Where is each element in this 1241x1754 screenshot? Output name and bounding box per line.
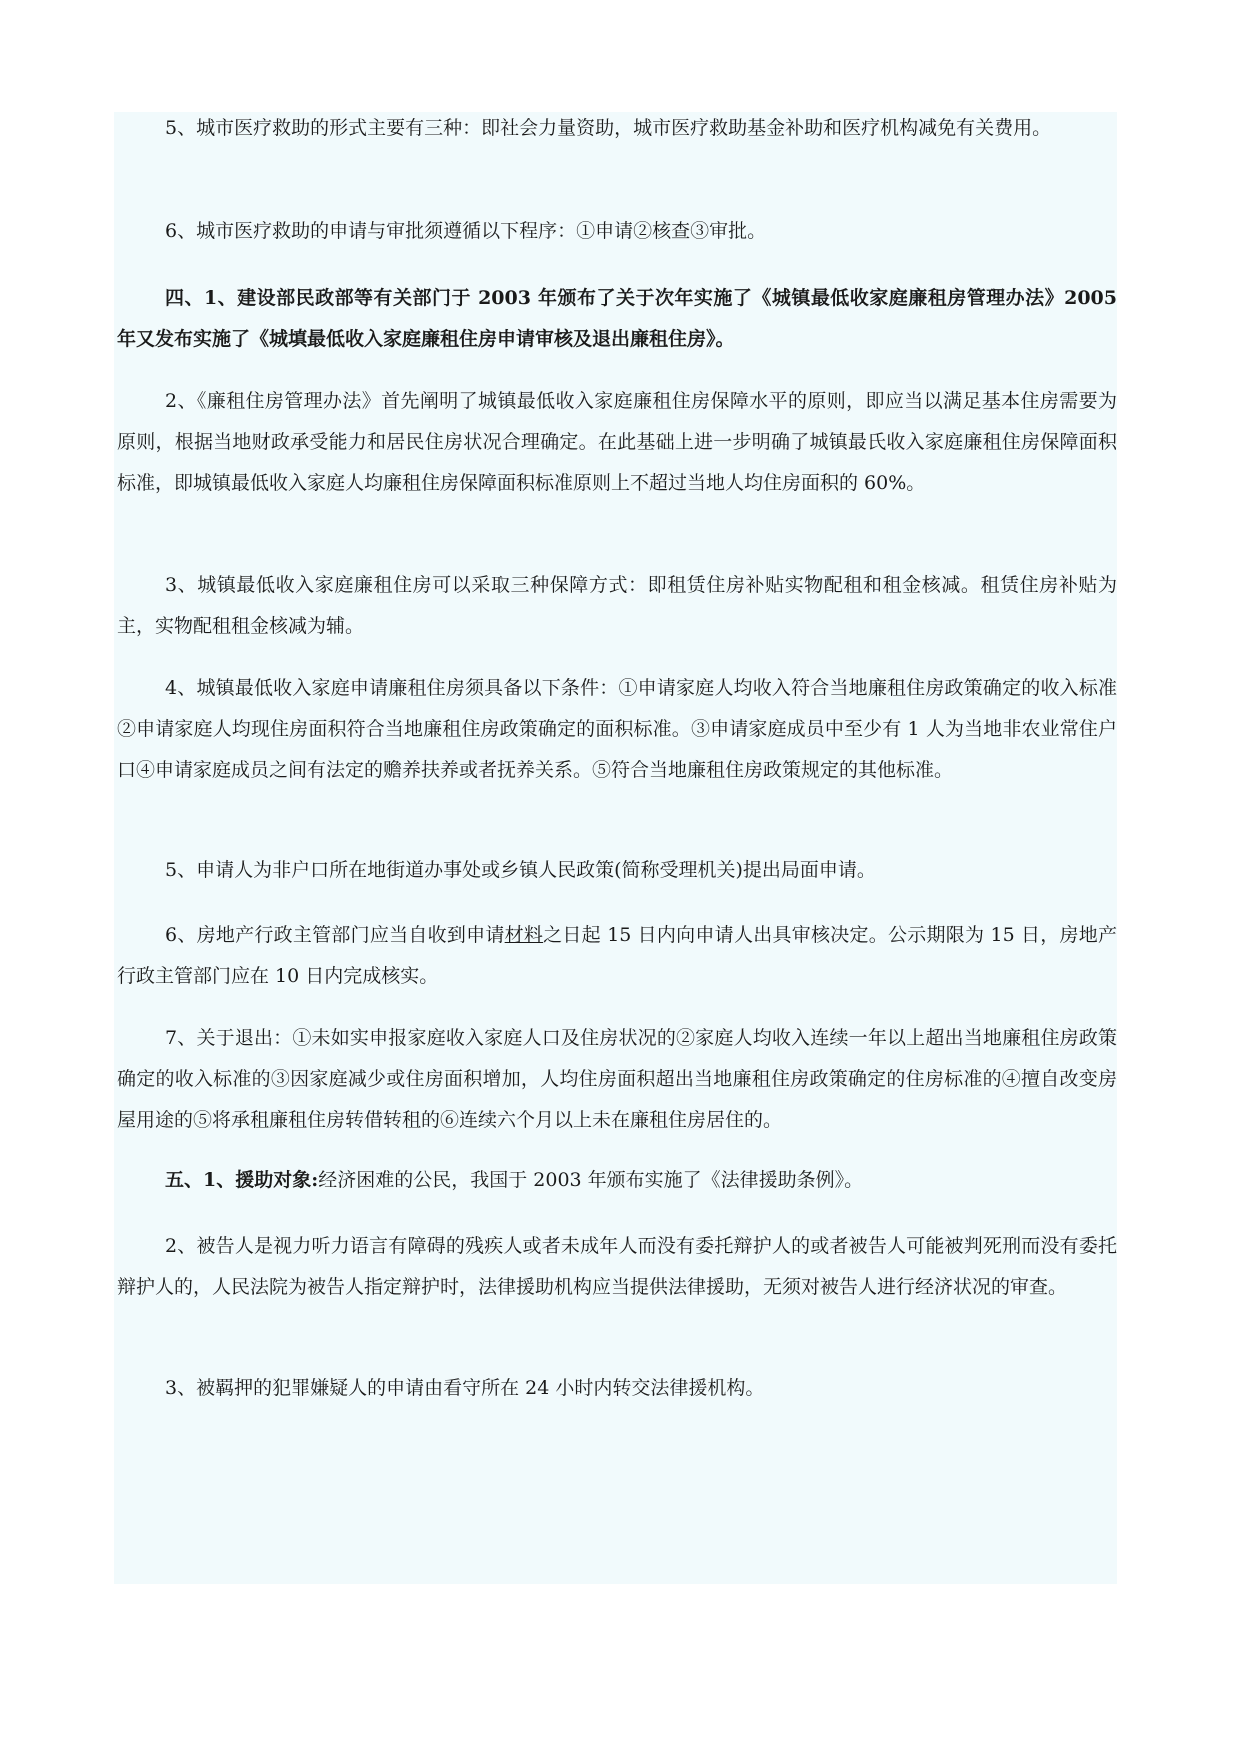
paragraph-medical-aid-procedure: 6、城市医疗救助的申请与审批须遵循以下程序：①申请②核查③审批。	[165, 220, 767, 242]
paragraph-housing-principles: 2、《廉租住房管理办法》首先阐明了城镇最低收入家庭廉租住房保障水平的原则，即应当以满足基本住房需要为原则，根据当地财政承受能力和居民住房状况合理确定。在此基础上进一步明确了城镇最氏收入家庭廉租住房保障面积标准，即城镇最低收入家庭人均廉租住房保障面积标准原则上不超过当地人均住房面积的 60%。	[117, 390, 1117, 494]
paragraph-detainee-application: 3、被羁押的犯罪嫌疑人的申请由看守所在 24 小时内转交法律援机构。	[165, 1377, 765, 1399]
paragraph-housing-methods: 3、城镇最低收入家庭廉租住房可以采取三种保障方式：即租赁住房补贴实物配租和租金核减。租赁住房补贴为主，实物配租租金核减为辅。	[117, 574, 1117, 637]
materials-link[interactable]: 材料	[504, 924, 544, 946]
aid-recipients-label: 五、1、援助对象:	[165, 1169, 319, 1191]
paragraph-medical-aid-forms: 5、城市医疗救助的形式主要有三种：即社会力量资助，城市医疗救助基金补助和医疗机构减免有关费用。	[165, 117, 1052, 139]
paragraph-withdrawal-conditions: 7、关于退出：①未如实申报家庭收入家庭人口及住房状况的②家庭人均收入连续一年以上超出当地廉租住房政策确定的收入标准的③因家庭减少或住房面积增加，人均住房面积超出当地廉租住房政策确定的住房标准的④擅自改变房屋用途的⑤将承租廉租住房转借转租的⑥连续六个月以上未在廉租住房居住的。	[117, 1027, 1117, 1131]
aid-recipients-text: 经济困难的公民，我国于 2003 年颁布实施了《法律援助条例》。	[318, 1169, 864, 1191]
paragraph-section-five-heading	[117, 1160, 1117, 1201]
paragraph-housing-conditions: 4、城镇最低收入家庭申请廉租住房须具备以下条件：①申请家庭人均收入符合当地廉租住房政策确定的收入标准②申请家庭人均现住房面积符合当地廉租住房政策确定的面积标准。③申请家庭成员中至少有 1 人为当地非农业常住户口④申请家庭成员之间有法定的赡养扶养或者抚养关系。⑤符合当地廉租住房政策规定的其他标准。	[117, 677, 1117, 781]
paragraph-review-deadline-text-a: 6、房地产行政主管部门应当自收到申请	[165, 924, 505, 946]
paragraph-defense-assistance: 2、被告人是视力听力语言有障碍的残疾人或者未成年人而没有委托辩护人的或者被告人可能被判死刑而没有委托辩护人的，人民法院为被告人指定辩护时，法律援助机构应当提供法律援助，无须对被告人进行经济状况的审查。	[117, 1235, 1117, 1298]
paragraph-review-deadline	[117, 915, 1117, 997]
paragraph-review-deadline-text-b: 之日起 15 日内向申请人出具审核决定。公示期限为 15 日，房地产行政主管部门应在 10 日内完成核实。	[117, 924, 1117, 987]
paragraph-section-four-heading: 四、1、建设部民政部等有关部门于 2003 年颁布了关于次年实施了《城镇最低收家庭廉租房管理办法》2005 年又发布实施了《城填最低收入家庭廉租住房申请审核及退出廉租住房》。	[117, 287, 1117, 350]
paragraph-application-submission: 5、申请人为非户口所在地街道办事处或乡镇人民政策(简称受理机关)提出局面申请。	[165, 859, 876, 881]
